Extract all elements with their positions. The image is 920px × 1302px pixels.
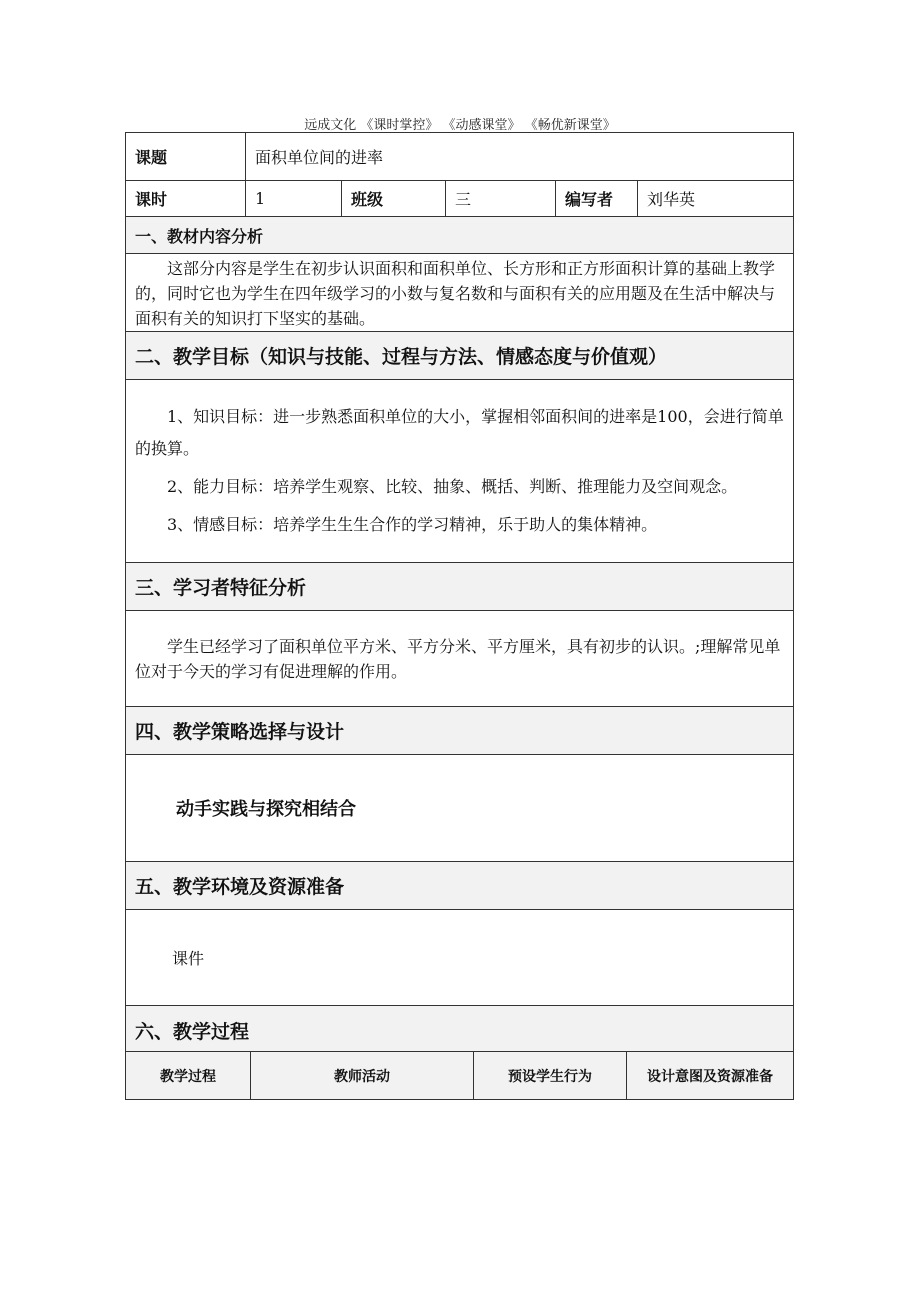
author-value: 刘华英 xyxy=(638,181,794,217)
author-label: 编写者 xyxy=(556,181,638,217)
section-1-title: 一、教材内容分析 xyxy=(126,217,794,254)
column-header-student: 预设学生行为 xyxy=(474,1052,627,1100)
class-label: 班级 xyxy=(342,181,446,217)
section-5-body: 课件 xyxy=(126,910,794,1006)
topic-row xyxy=(126,133,794,181)
section-4-body: 动手实践与探究相结合 xyxy=(126,755,794,862)
section-4-row xyxy=(126,755,794,862)
section-3-row xyxy=(126,611,794,707)
section-3-title: 三、学习者特征分析 xyxy=(126,563,794,611)
section-2-title: 二、教学目标（知识与技能、过程与方法、情感态度与价值观） xyxy=(126,332,794,380)
section-6-title: 六、教学过程 xyxy=(126,1006,794,1055)
page-header: 远成文化 《课时掌控》 《动感课堂》 《畅优新课堂》 xyxy=(304,118,616,133)
section-3-body: 学生已经学习了面积单位平方米、平方分米、平方厘米，具有初步的认识。;理解常见单位对于今天的学习有促进理解的作用。 xyxy=(126,611,794,707)
goal-ability: 2、能力目标：培养学生观察、比较、抽象、概括、判断、推理能力及空间观念。 xyxy=(167,477,738,496)
section-4-header xyxy=(126,707,794,755)
class-value: 三 xyxy=(446,181,556,217)
topic-value: 面积单位间的进率 xyxy=(246,133,794,181)
period-value: 1 xyxy=(246,181,342,217)
lesson-plan-table xyxy=(125,132,794,1055)
section-6-header xyxy=(126,1006,794,1055)
goal-knowledge: 1、知识目标：进一步熟悉面积单位的大小，掌握相邻面积间的进率是100，会进行简单的换算。 xyxy=(135,407,784,458)
process-header-table xyxy=(125,1051,794,1100)
column-header-teacher: 教师活动 xyxy=(251,1052,474,1100)
process-header-row xyxy=(126,1052,794,1100)
section-5-header xyxy=(126,862,794,910)
section-1-body: 这部分内容是学生在初步认识面积和面积单位、长方形和正方形面积计算的基础上教学的，同时它也为学生在四年级学习的小数与复名数和与面积有关的应用题及在生活中解决与面积有关的知识打下坚实的基础。 xyxy=(126,254,794,332)
column-header-process: 教学过程 xyxy=(126,1052,251,1100)
section-2-row xyxy=(126,380,794,563)
meta-row xyxy=(126,181,794,217)
section-2-header xyxy=(126,332,794,380)
column-header-intent: 设计意图及资源准备 xyxy=(627,1052,794,1100)
goal-emotion: 3、情感目标：培养学生生生合作的学习精神，乐于助人的集体精神。 xyxy=(167,515,658,534)
topic-label: 课题 xyxy=(126,133,246,181)
section-3-header xyxy=(126,563,794,611)
section-2-goals xyxy=(126,380,794,563)
period-label: 课时 xyxy=(126,181,246,217)
section-5-row xyxy=(126,910,794,1006)
section-5-title: 五、教学环境及资源准备 xyxy=(126,862,794,910)
section-1-header xyxy=(126,217,794,254)
section-4-title: 四、教学策略选择与设计 xyxy=(126,707,794,755)
section-1-row xyxy=(126,254,794,332)
